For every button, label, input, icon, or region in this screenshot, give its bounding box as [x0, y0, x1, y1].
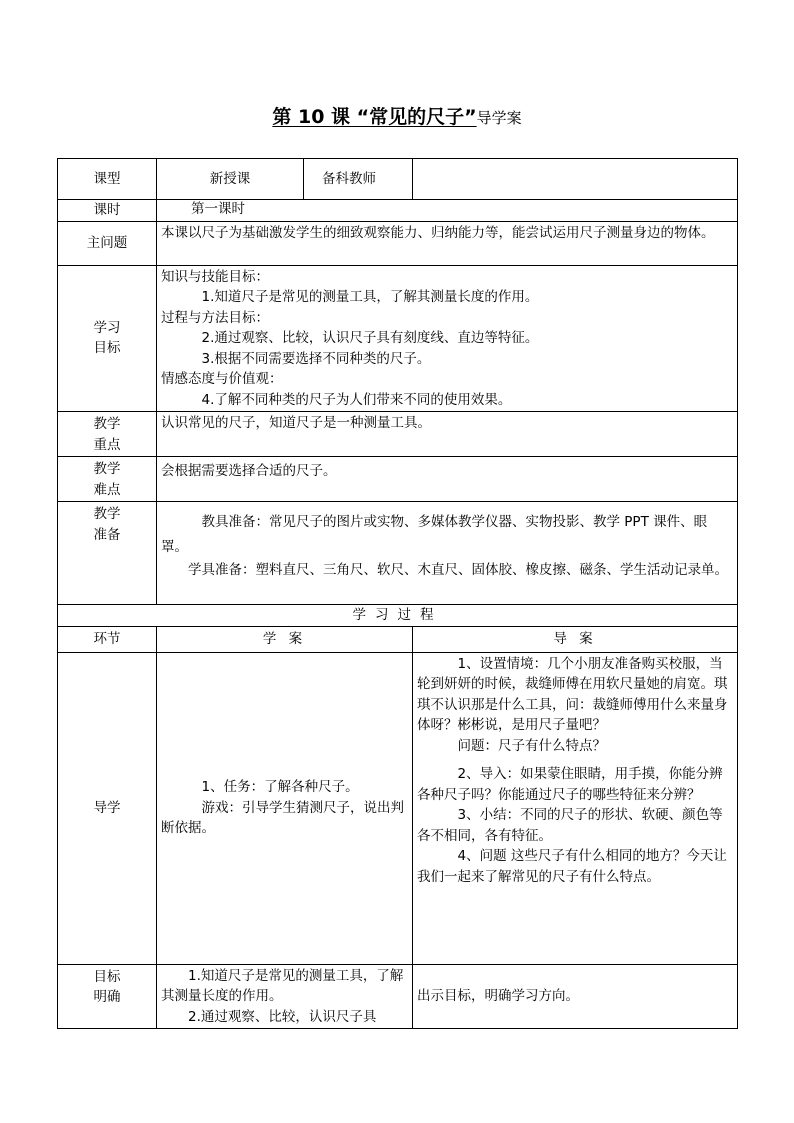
course-type-label: 课型: [58, 159, 157, 200]
page-title: [0, 104, 794, 131]
goals-content: [157, 265, 738, 412]
row-preparation: [58, 502, 738, 605]
period-label: 课时: [58, 200, 157, 222]
row-period: [58, 200, 738, 222]
difficulty-value: 会根据需要选择合适的尺子。: [157, 457, 738, 502]
goal-3: 3.根据不同需要选择不同种类的尺子。: [201, 350, 431, 367]
goal-clarify-guide: 出示目标，明确学习方向。: [413, 964, 738, 1029]
key-point-value: 认识常见的尺子，知道尺子是一种测量工具。: [157, 412, 738, 457]
process-section-title: 学习过程: [58, 605, 738, 627]
preparation-label: 教学 准备: [58, 502, 157, 605]
col-study-header: 学 案: [157, 626, 413, 652]
col-guide-header: 导 案: [413, 626, 738, 652]
row-goal-clarify: [58, 964, 738, 1029]
row-section-title: [58, 605, 738, 627]
theme-value: 本课以尺子为基础激发学生的细致观察能力、归纳能力等，能尝试运用尺子测量身边的物体。: [157, 221, 738, 265]
knowledge-goal-title: 知识与技能目标：: [161, 268, 269, 285]
lead-in-stage: 导学: [58, 652, 157, 964]
row-course-type: [58, 159, 738, 200]
row-theme: [58, 221, 738, 265]
lesson-plan-table: [57, 158, 738, 1029]
teacher-label: 备科教师: [304, 159, 413, 200]
process-goal-title: 过程与方法目标：: [161, 309, 269, 326]
course-type-value: 新授课: [157, 159, 304, 200]
goal-clarify-stage: 目标 明确: [58, 964, 157, 1029]
lead-in-guide: 1、设置情境：几个小朋友准备购买校服，当轮到妍妍的时候，裁缝师傅在用软尺量她的肩宽。琪琪不认识那是什么工具，问：裁缝师傅用什么来量身体呀？彬彬说，是用尺子量吧？ 问题：尺子有什么特点？ 2、导入：如果蒙住眼睛，用手摸，你能分辨各种尺子吗？你能通过尺子的哪些特征来分辨？ 3、小结：不同的尺子的形状、软硬、颜色等各不相同，各有特征。 4、问题 这些尺子有什么相同的地方？今天让我们一起来了解常见的尺子有什么特点。: [413, 652, 738, 964]
period-value: 第一课时: [157, 200, 738, 222]
goal-2: 2.通过观察、比较，认识尺子具有刻度线、直边等特征。: [201, 330, 539, 346]
goals-label: 学习 目标: [58, 265, 157, 412]
emotion-goal-title: 情感态度与价值观：: [161, 371, 283, 387]
row-difficulty: [58, 457, 738, 502]
student-tools: 学具准备：塑料直尺、三角尺、软尺、木直尺、固体胶、橡皮擦、磁条、学生活动记录单。: [188, 562, 728, 578]
lead-in-study: 1、任务：了解各种尺子。 游戏：引导学生猜测尺子，说出判断依据。: [157, 652, 413, 964]
teacher-value: [413, 159, 738, 200]
lesson-subtitle: 导学案: [476, 109, 522, 127]
goal-4: 4.了解不同种类的尺子为人们带来不同的使用效果。: [201, 391, 512, 408]
key-point-label: 教学 重点: [58, 412, 157, 457]
difficulty-label: 教学 难点: [58, 457, 157, 502]
goal-clarify-study: 1.知道尺子是常见的测量工具，了解其测量长度的作用。 2.通过观察、比较，认识尺子具: [157, 964, 413, 1029]
theme-label: 主问题: [58, 221, 157, 265]
teacher-tools: 教具准备：常见尺子的图片或实物、多媒体教学仪器、实物投影、教学 PPT 课件、眼罩。: [161, 514, 708, 555]
row-goals: [58, 265, 738, 412]
row-lead-in: [58, 652, 738, 964]
row-process-header: [58, 626, 738, 652]
goal-1: 1.知道尺子是常见的测量工具，了解其测量长度的作用。: [201, 289, 539, 305]
col-stage-header: 环节: [58, 626, 157, 652]
preparation-content: [157, 502, 738, 605]
row-key-point: [58, 412, 738, 457]
lesson-title: 第 10 课 “常见的尺子”: [272, 106, 477, 128]
